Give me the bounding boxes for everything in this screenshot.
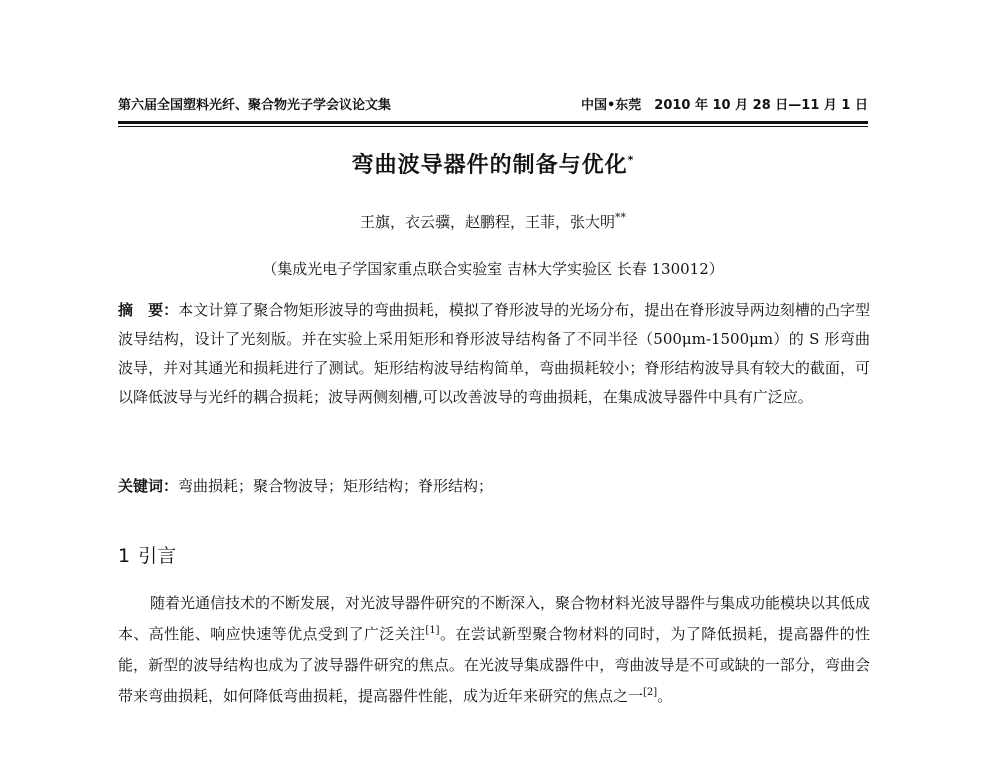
title-footnote-mark: *	[627, 153, 635, 167]
keywords	[118, 475, 870, 497]
affiliation: （集成光电子学国家重点联合实验室 吉林大学实验区 长春 130012）	[262, 260, 724, 278]
abstract	[118, 296, 870, 412]
introduction-paragraph	[118, 588, 870, 712]
intro-text-part2: 。在尝试新型聚合物材料的同时，为了降低损耗，提高器件的性能，新型的波导结构也成为了波导器件研究的焦点。在光波导集成器件中，弯曲波导是不可或缺的一部分，弯曲会带来弯曲损耗，如何降低弯曲损耗，提高器件性能，成为近年来研究的焦点之一	[118, 625, 870, 705]
paper-title	[118, 148, 868, 179]
header-rule-thin	[118, 126, 868, 127]
abstract-text: 本文计算了聚合物矩形波导的弯曲损耗，模拟了脊形波导的光场分布，提出在脊形波导两边刻槽的凸字型波导结构，设计了光刻版。并在实验上采用矩形和脊形波导结构备了不同半径（500μm-1500μm）的 S 形弯曲波导，并对其通光和损耗进行了测试。矩形结构波导结构简单，弯曲损耗较小；脊形结构波导具有较大的截面，可以降低波导与光纤的耦合损耗；波导两侧刻槽,可以改善波导的弯曲损耗，在集成波导器件中具有广泛应。	[118, 301, 870, 406]
section-title: 引言	[138, 545, 177, 567]
intro-text-part3: 。	[657, 687, 673, 705]
keywords-label: 关键词：	[118, 477, 179, 495]
header-location-date: 中国•东莞 2010 年 10 月 28 日—11 月 1 日	[580, 98, 868, 113]
section-heading-introduction	[118, 544, 176, 568]
intro-text-part1: 随着光通信技术的不断发展，对光波导器件研究的不断深入，聚合物材料光波导器件与集成功能模块以其低成本、高性能、响应快速等优点受到了广泛关注	[118, 594, 871, 643]
header-rule-thick	[118, 121, 868, 124]
header-conference: 第六届全国塑料光纤、聚合物光子学会议论文集	[118, 98, 392, 113]
section-number: 1	[118, 545, 131, 567]
author-list	[118, 211, 868, 232]
running-header	[118, 98, 868, 118]
paper-title-text: 弯曲波导器件的制备与优化	[351, 153, 628, 178]
citation-ref-2: [2]	[643, 687, 658, 698]
keywords-text: 弯曲损耗；聚合物波导；矩形结构；脊形结构；	[178, 477, 494, 495]
author-names: 王旗，衣云骥，赵鹏程，王菲，张大明	[359, 213, 615, 231]
citation-ref-1: [1]	[425, 625, 440, 636]
abstract-label: 摘 要：	[118, 301, 179, 319]
author-footnote-mark: **	[615, 211, 626, 224]
